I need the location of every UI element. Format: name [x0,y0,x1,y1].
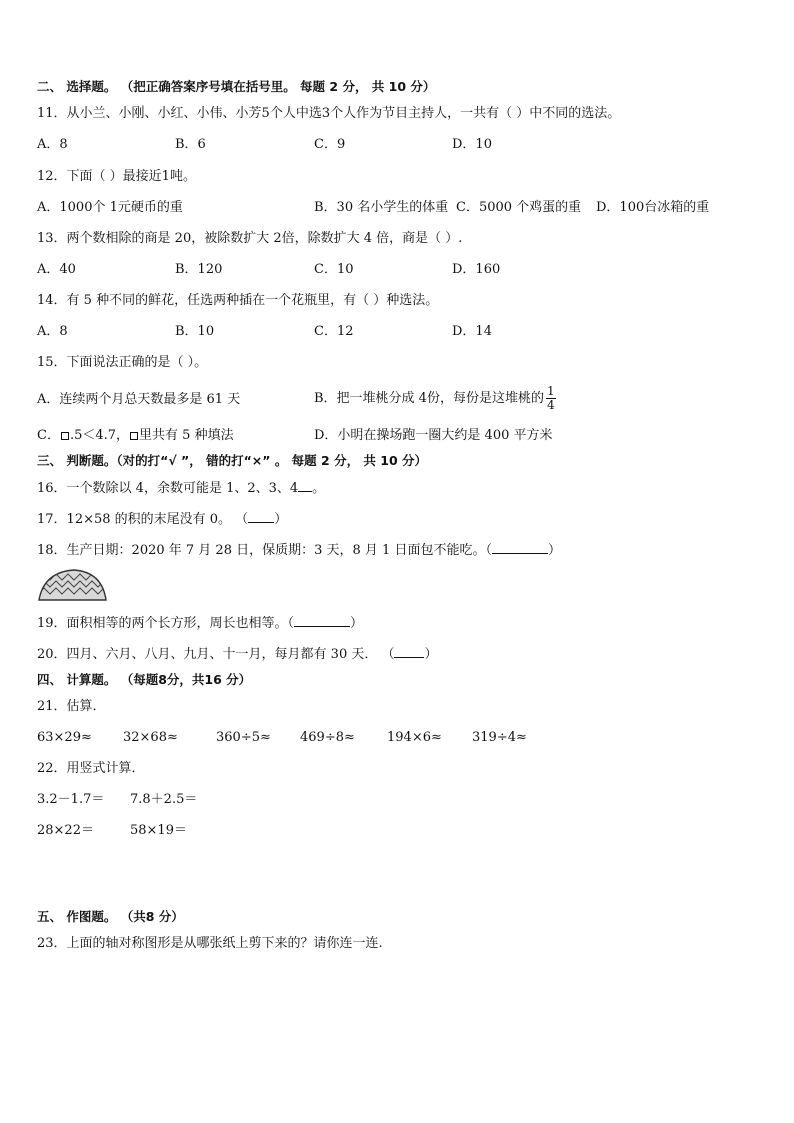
fraction-denominator: 4 [546,398,555,412]
q12-option-a: A．1000个 1元硬币的重 [37,200,183,215]
vertical-calc-item: 3.2－1.7＝ [37,792,105,807]
question-11: 11．从小兰、小刚、小红、小伟、小芳5个人中选3个人作为节目主持人，一共有（ ）中不同的选法。 [37,106,621,121]
section-heading-choice: 二、 选择题。 （把正确答案序号填在括号里。 每题 2 分， 共 10 分） [37,79,436,94]
estimate-item: 63×29≈ [37,730,92,745]
fraction-numerator: 1 [546,384,555,398]
question-16-text: 16．一个数除以 4，余数可能是 1、2、3、4 [37,481,299,496]
q13-option-a: A．40 [37,262,76,277]
q14-option-c: C．12 [314,324,354,339]
estimate-item: 32×68≈ [123,730,178,745]
estimate-item: 469÷8≈ [300,730,355,745]
question-15: 15．下面说法正确的是（ ）。 [37,355,208,370]
question-13: 13．两个数相除的商是 20，被除数扩大 2倍，除数扩大 4 倍，商是（ ）. [37,231,463,246]
question-16 [37,479,325,498]
question-12: 12．下面（ ）最接近1吨。 [37,169,196,184]
fraction [546,385,556,412]
question-18-text: 18．生产日期：2020 年 7 月 28 日，保质期：3 天，8 月 1 日面包不能吃。（ [37,543,492,558]
box-placeholder-icon [130,432,138,440]
question-20 [37,645,438,664]
q15-option-c-suffix: 里共有 5 种填法 [139,428,234,443]
q13-option-b: B．120 [175,262,223,277]
q13-option-d: D．160 [452,262,501,277]
question-18-end: ） [547,543,561,558]
q15-option-b [314,381,556,417]
question-20-text: 20．四月、六月、八月、九月、十一月，每月都有 30 天． （ [37,647,395,662]
section-heading-calculation: 四、 计算题。 （每题8分，共16 分） [37,672,252,687]
question-17-text: 17．12×58 的积的末尾没有 0。 （ [37,512,249,527]
q15-option-c-prefix: C． [37,428,60,443]
question-22: 22．用竖式计算． [37,761,145,776]
q14-option-d: D．14 [452,324,492,339]
question-14: 14．有 5 种不同的鲜花，任选两种插在一个花瓶里，有（ ）种选法。 [37,293,439,308]
box-placeholder-icon [61,432,69,440]
section-heading-judgement: 三、 判断题。（对的打“√ ”， 错的打“×” 。 每题 2 分， 共 10 分） [37,453,428,468]
q12-option-c: C．5000 个鸡蛋的重 [456,200,582,215]
q12-option-d: D．100台冰箱的重 [596,200,710,215]
question-19-end: ） [350,616,364,631]
vertical-calc-item: 28×22＝ [37,823,94,838]
q13-option-c: C．10 [314,262,354,277]
q15-option-b-text: B．把一堆桃分成 4份，每份是这堆桃的 [314,391,544,406]
q11-option-b: B．6 [175,137,206,152]
answer-blank[interactable] [394,645,424,658]
q12-option-b: B．30 名小学生的体重 [314,200,449,215]
q11-option-a: A．8 [37,137,68,152]
question-20-end: ） [424,647,438,662]
answer-blank[interactable] [298,479,312,492]
question-18 [37,541,561,560]
q15-option-c [37,427,234,445]
question-19-text: 19．面积相等的两个长方形，周长也相等。（ [37,616,295,631]
section-heading-drawing: 五、 作图题。 （共8 分） [37,909,184,924]
q14-option-b: B．10 [175,324,215,339]
question-23: 23．上面的轴对称图形是从哪张纸上剪下来的？请你连一连. [37,936,383,951]
q15-option-a: A．连续两个月总天数最多是 61 天 [37,392,241,407]
answer-blank[interactable] [294,614,350,627]
question-21: 21．估算． [37,699,106,714]
vertical-calc-item: 7.8＋2.5＝ [130,792,198,807]
vertical-calc-item: 58×19＝ [130,823,187,838]
estimate-item: 194×6≈ [387,730,442,745]
q14-option-a: A．8 [37,324,68,339]
answer-blank[interactable] [492,541,548,554]
q11-option-d: D．10 [452,137,492,152]
question-19 [37,614,363,633]
half-leaf-figure-icon [36,566,108,604]
question-16-end: 。 [312,481,326,496]
answer-blank[interactable] [248,510,274,523]
estimate-item: 360÷5≈ [216,730,271,745]
q11-option-c: C．9 [314,137,346,152]
question-17-end: ） [274,512,288,527]
estimate-item: 319÷4≈ [472,730,527,745]
question-17 [37,510,287,529]
q15-option-d: D．小明在操场跑一圈大约是 400 平方米 [314,428,553,443]
q15-option-c-middle: .5＜4.7， [69,428,130,443]
